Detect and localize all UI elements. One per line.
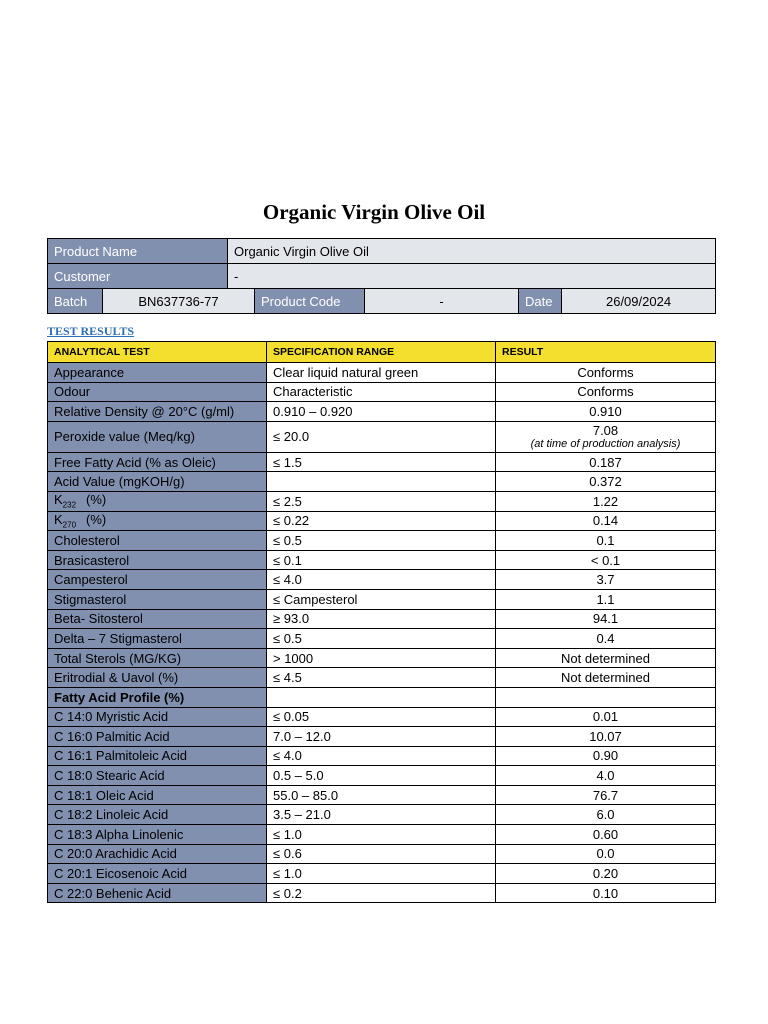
product-name-value: Organic Virgin Olive Oil <box>228 239 716 264</box>
result-cell: 0.90 <box>496 746 716 766</box>
test-name-cell: C 20:0 Arachidic Acid <box>48 844 267 864</box>
spec-range-cell: 3.5 – 21.0 <box>267 805 496 825</box>
test-name-cell: Acid Value (mgKOH/g) <box>48 472 267 492</box>
spec-range-cell: ≤ 0.2 <box>267 883 496 903</box>
spec-range-cell: ≤ 1.0 <box>267 825 496 845</box>
table-row <box>48 511 716 531</box>
test-name-cell: C 20:1 Eicosenoic Acid <box>48 864 267 884</box>
result-cell: 0.1 <box>496 531 716 551</box>
product-info-table <box>47 238 716 314</box>
table-row <box>48 668 716 688</box>
product-code-value: - <box>365 289 519 314</box>
test-name-cell: C 14:0 Myristic Acid <box>48 707 267 727</box>
result-cell: Not determined <box>496 648 716 668</box>
result-cell <box>496 421 716 452</box>
table-row <box>48 421 716 452</box>
table-row <box>48 382 716 402</box>
result-cell: 0.910 <box>496 402 716 422</box>
result-cell: 0.20 <box>496 864 716 884</box>
test-name-cell: Peroxide value (Meq/kg) <box>48 421 267 452</box>
spec-range-cell: ≤ 0.05 <box>267 707 496 727</box>
spec-range-cell: 7.0 – 12.0 <box>267 727 496 747</box>
column-header-result: RESULT <box>496 342 716 363</box>
test-name: K <box>54 492 63 508</box>
test-name-cell: Stigmasterol <box>48 589 267 609</box>
test-name-cell: Brasicasterol <box>48 550 267 570</box>
table-row <box>48 570 716 590</box>
result-cell: 1.22 <box>496 491 716 511</box>
table-row <box>48 452 716 472</box>
date-value: 26/09/2024 <box>562 289 716 314</box>
test-name-cell: C 18:2 Linoleic Acid <box>48 805 267 825</box>
spec-range-cell: ≤ 4.0 <box>267 746 496 766</box>
test-name-cell: Cholesterol <box>48 531 267 551</box>
spec-range-cell: ≤ 0.5 <box>267 531 496 551</box>
result-cell: Conforms <box>496 382 716 402</box>
test-name-cell: Beta- Sitosterol <box>48 609 267 629</box>
table-row <box>48 707 716 727</box>
result-cell: 0.14 <box>496 511 716 531</box>
spec-range-cell: 0.910 – 0.920 <box>267 402 496 422</box>
table-row <box>48 864 716 884</box>
test-name-cell: Fatty Acid Profile (%) <box>48 687 267 707</box>
table-row <box>48 746 716 766</box>
section-row <box>48 687 716 707</box>
test-name-cell: C 18:3 Alpha Linolenic <box>48 825 267 845</box>
test-name-cell: Relative Density @ 20°C (g/ml) <box>48 402 267 422</box>
test-name-cell: Free Fatty Acid (% as Oleic) <box>48 452 267 472</box>
spec-range-cell <box>267 472 496 492</box>
spec-range-cell: ≤ Campesterol <box>267 589 496 609</box>
result-cell <box>496 687 716 707</box>
test-results-table <box>47 341 716 903</box>
spec-range-cell: ≥ 93.0 <box>267 609 496 629</box>
table-row <box>48 883 716 903</box>
test-name-cell: C 16:1 Palmitoleic Acid <box>48 746 267 766</box>
product-name-row <box>48 239 716 264</box>
spec-range-cell: ≤ 1.5 <box>267 452 496 472</box>
test-subscript: 232 <box>62 501 77 511</box>
customer-value: - <box>228 264 716 289</box>
result-cell: 0.10 <box>496 883 716 903</box>
test-unit: (%) <box>86 512 107 528</box>
batch-label: Batch <box>48 289 103 314</box>
test-name-cell: C 18:1 Oleic Acid <box>48 785 267 805</box>
table-row <box>48 550 716 570</box>
spec-range-cell: ≤ 20.0 <box>267 421 496 452</box>
product-name-label: Product Name <box>48 239 228 264</box>
result-cell: Conforms <box>496 363 716 383</box>
test-name-cell: Eritrodial & Uavol (%) <box>48 668 267 688</box>
result-cell: 76.7 <box>496 785 716 805</box>
table-row <box>48 727 716 747</box>
spec-range-cell: Clear liquid natural green <box>267 363 496 383</box>
column-header-spec: SPECIFICATION RANGE <box>267 342 496 363</box>
table-row <box>48 609 716 629</box>
table-row <box>48 785 716 805</box>
product-code-label: Product Code <box>255 289 365 314</box>
table-header-row <box>48 342 716 363</box>
test-subscript: 270 <box>62 520 77 530</box>
result-cell: Not determined <box>496 668 716 688</box>
table-row <box>48 844 716 864</box>
spec-range-cell: 0.5 – 5.0 <box>267 766 496 786</box>
test-name: K <box>54 512 63 528</box>
spec-range-cell: ≤ 0.1 <box>267 550 496 570</box>
result-value: 7.08 <box>592 423 619 439</box>
date-label: Date <box>519 289 562 314</box>
result-cell: 6.0 <box>496 805 716 825</box>
result-cell: 0.0 <box>496 844 716 864</box>
table-row <box>48 825 716 845</box>
spec-range-cell: ≤ 4.0 <box>267 570 496 590</box>
column-header-test: ANALYTICAL TEST <box>48 342 267 363</box>
test-name-cell: C 22:0 Behenic Acid <box>48 883 267 903</box>
spec-range-cell: 55.0 – 85.0 <box>267 785 496 805</box>
table-row <box>48 648 716 668</box>
test-unit: (%) <box>86 492 107 508</box>
batch-value: BN637736-77 <box>103 289 255 314</box>
result-cell: 94.1 <box>496 609 716 629</box>
spec-range-cell: ≤ 2.5 <box>267 491 496 511</box>
result-cell: 0.187 <box>496 452 716 472</box>
table-row <box>48 766 716 786</box>
table-row <box>48 402 716 422</box>
spec-range-cell: ≤ 0.6 <box>267 844 496 864</box>
test-name-cell <box>48 491 267 511</box>
spec-range-cell: ≤ 4.5 <box>267 668 496 688</box>
result-cell: 3.7 <box>496 570 716 590</box>
result-cell: 10.07 <box>496 727 716 747</box>
table-row <box>48 531 716 551</box>
spec-range-cell: ≤ 0.5 <box>267 629 496 649</box>
document-title: Organic Virgin Olive Oil <box>262 200 486 224</box>
result-cell: 1.1 <box>496 589 716 609</box>
spec-range-cell: ≤ 1.0 <box>267 864 496 884</box>
result-cell: 4.0 <box>496 766 716 786</box>
test-name-cell: Campesterol <box>48 570 267 590</box>
test-name-cell: Odour <box>48 382 267 402</box>
spec-range-cell: Characteristic <box>267 382 496 402</box>
spec-range-cell <box>267 687 496 707</box>
spec-range-cell: ≤ 0.22 <box>267 511 496 531</box>
test-name-cell: Appearance <box>48 363 267 383</box>
test-name-cell: C 16:0 Palmitic Acid <box>48 727 267 747</box>
test-results-link[interactable]: TEST RESULTS <box>47 324 135 338</box>
table-row <box>48 589 716 609</box>
test-name-cell: Delta – 7 Stigmasterol <box>48 629 267 649</box>
result-cell: 0.372 <box>496 472 716 492</box>
table-row <box>48 363 716 383</box>
result-cell: 0.01 <box>496 707 716 727</box>
table-row <box>48 805 716 825</box>
result-cell: 0.4 <box>496 629 716 649</box>
test-name-cell: C 18:0 Stearic Acid <box>48 766 267 786</box>
result-note: (at time of production analysis) <box>530 438 681 451</box>
table-row <box>48 491 716 511</box>
customer-row <box>48 264 716 289</box>
table-row <box>48 472 716 492</box>
spec-range-cell: > 1000 <box>267 648 496 668</box>
test-name-cell <box>48 511 267 531</box>
result-cell: < 0.1 <box>496 550 716 570</box>
customer-label: Customer <box>48 264 228 289</box>
batch-row <box>48 289 716 314</box>
test-name-cell: Total Sterols (MG/KG) <box>48 648 267 668</box>
result-cell: 0.60 <box>496 825 716 845</box>
table-row <box>48 629 716 649</box>
